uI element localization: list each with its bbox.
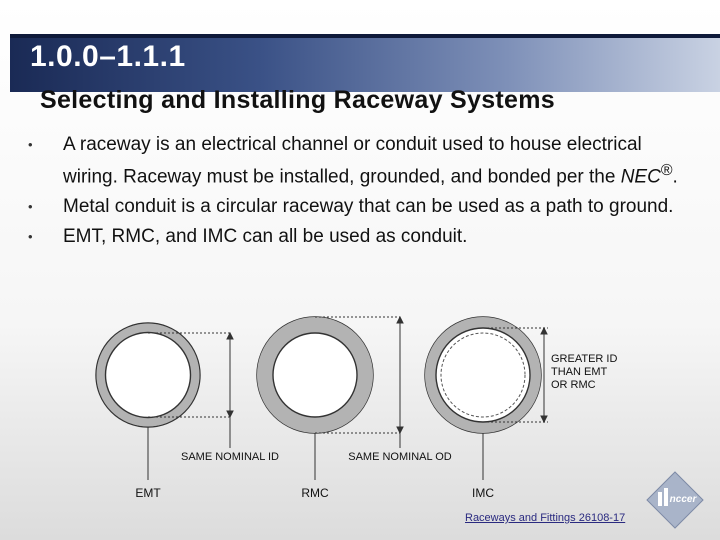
bullet-item [28, 224, 688, 250]
bullet-text: A raceway is an electrical channel or conduit used to house electrical wiring. Raceway must be installed, grounded, and bonded per the [63, 134, 642, 188]
greater-id-label-1: GREATER ID [551, 353, 618, 365]
same-id-label: SAME NOMINAL ID [181, 451, 279, 463]
slide-title: Selecting and Installing Raceway Systems [40, 86, 555, 114]
same-od-label: SAME NOMINAL OD [348, 451, 452, 463]
nec-text: NEC [620, 166, 661, 188]
title-stripe [10, 34, 720, 38]
bullet-item [28, 194, 688, 220]
bullet-text-end: . [672, 166, 678, 188]
slide-number-title: 1.0.0–1.1.1 [30, 40, 186, 73]
imc-pipe [425, 317, 541, 433]
rmc-pipe [257, 317, 373, 433]
emt-pipe [96, 323, 200, 427]
bullet-icon: • [28, 199, 33, 215]
bullet-text: Metal conduit is a circular raceway that can be used as a path to ground. [63, 196, 674, 218]
greater-id-label-3: OR RMC [551, 379, 596, 391]
bullet-icon: • [28, 137, 33, 152]
footer-link[interactable]: Raceways and Fittings 26108-17 [465, 512, 626, 524]
imc-label: IMC [472, 486, 494, 500]
bullet-text: EMT, RMC, and IMC can all be used as conduit. [63, 226, 468, 248]
conduit-comparison-figure [90, 300, 660, 510]
registered-mark: ® [660, 162, 673, 179]
logo-text: nccer [669, 494, 697, 505]
nccer-logo-icon [645, 470, 705, 530]
bullet-icon: • [28, 229, 33, 245]
bullet-item [28, 132, 688, 190]
bullet-list [28, 132, 688, 254]
emt-label: EMT [135, 486, 161, 500]
greater-id-label-2: THAN EMT [551, 366, 608, 378]
rmc-label: RMC [301, 486, 329, 500]
